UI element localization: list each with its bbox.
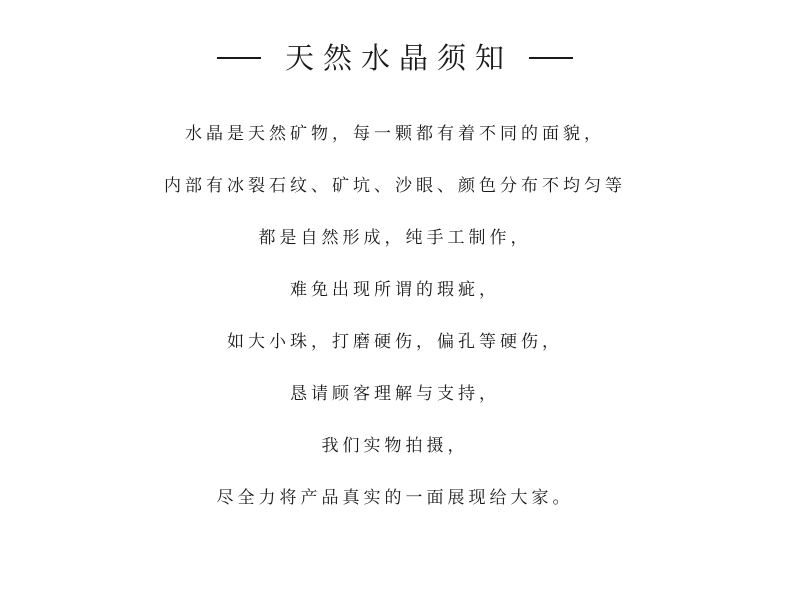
notice-line: 如大小珠，打磨硬伤，偏孔等硬伤， (227, 332, 563, 352)
notice-line: 难免出现所谓的瑕疵， (290, 280, 500, 300)
page-title: 天然水晶须知 (284, 41, 513, 75)
notice-line: 都是自然形成，纯手工制作， (258, 228, 532, 248)
title-right-rule (529, 57, 573, 59)
notice-text-block (0, 118, 790, 534)
notice-line: 我们实物拍摄， (321, 436, 469, 456)
notice-line: 内部有冰裂石纹、矿坑、沙眼、颜色分布不均匀等 (164, 176, 626, 196)
title-left-rule (217, 57, 261, 59)
notice-line: 水晶是天然矿物，每一颗都有着不同的面貌， (185, 124, 605, 144)
title-block (0, 36, 790, 80)
notice-line: 恳请顾客理解与支持， (290, 384, 500, 404)
notice-line: 尽全力将产品真实的一面展现给大家。 (216, 488, 574, 508)
